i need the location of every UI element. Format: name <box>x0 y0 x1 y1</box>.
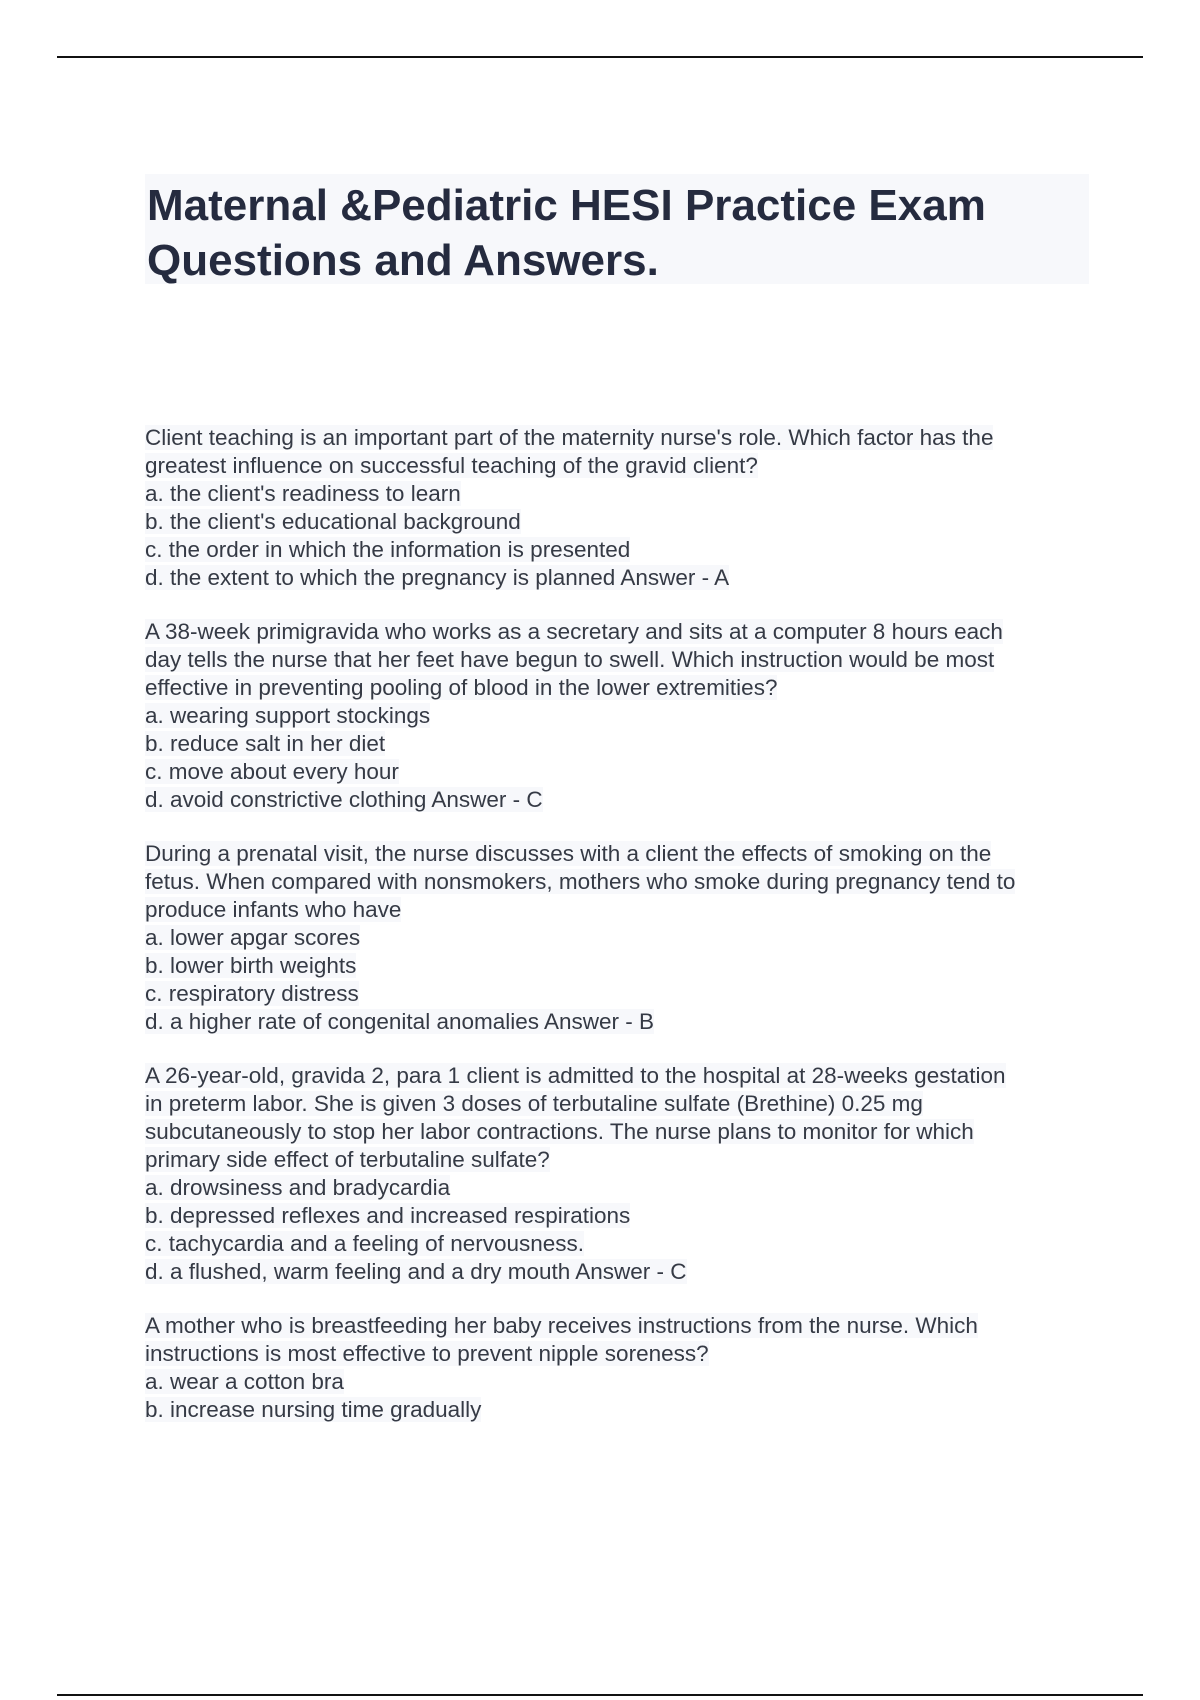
answer-option <box>145 1368 1095 1396</box>
answer-option <box>145 508 1095 536</box>
answer-option <box>145 536 1095 564</box>
answer-option-text: b. reduce salt in her diet <box>145 731 386 756</box>
answer-option-text: b. lower birth weights <box>145 953 357 978</box>
answer-option <box>145 786 1095 814</box>
question-stem-line <box>145 646 1095 674</box>
question-stem-line <box>145 840 1095 868</box>
answer-option-text: b. depressed reflexes and increased respirations <box>145 1203 631 1228</box>
title-block <box>145 174 1089 284</box>
answer-option-text: d. avoid constrictive clothing Answer - C <box>145 787 543 812</box>
answer-option <box>145 980 1095 1008</box>
answer-option-text: a. lower apgar scores <box>145 925 361 950</box>
question-stem-text: fetus. When compared with nonsmokers, mothers who smoke during pregnancy tend to <box>145 869 1016 894</box>
question-block <box>145 1062 1095 1286</box>
question-stem-text: day tells the nurse that her feet have begun to swell. Which instruction would be most <box>145 647 995 672</box>
question-stem-text: in preterm labor. She is given 3 doses of terbutaline sulfate (Brethine) 0.25 mg <box>145 1091 923 1116</box>
question-stem-text: A mother who is breastfeeding her baby receives instructions from the nurse. Which <box>145 1313 978 1338</box>
answer-option <box>145 952 1095 980</box>
question-stem-text: produce infants who have <box>145 897 402 922</box>
question-stem-text: primary side effect of terbutaline sulfate? <box>145 1147 550 1172</box>
answer-option <box>145 1396 1095 1424</box>
question-stem-line <box>145 896 1095 924</box>
answer-option-text: a. wearing support stockings <box>145 703 431 728</box>
answer-option <box>145 480 1095 508</box>
question-block <box>145 618 1095 814</box>
question-stem-line <box>145 868 1095 896</box>
question-stem-text: effective in preventing pooling of blood in the lower extremities? <box>145 675 778 700</box>
question-stem-line <box>145 1090 1095 1118</box>
question-stem-text: A 26-year-old, gravida 2, para 1 client is admitted to the hospital at 28-weeks gestation <box>145 1063 1006 1088</box>
answer-option-text: d. the extent to which the pregnancy is planned Answer - A <box>145 565 730 590</box>
answer-option-text: b. the client's educational background <box>145 509 521 534</box>
answer-option-text: b. increase nursing time gradually <box>145 1397 482 1422</box>
question-stem-line <box>145 1340 1095 1368</box>
document-title <box>145 174 1089 288</box>
answer-option <box>145 758 1095 786</box>
answer-option <box>145 730 1095 758</box>
question-stem-line <box>145 1118 1095 1146</box>
answer-option <box>145 702 1095 730</box>
question-stem-text: instructions is most effective to prevent nipple soreness? <box>145 1341 709 1366</box>
question-stem-text: A 38-week primigravida who works as a secretary and sits at a computer 8 hours each <box>145 619 1003 644</box>
question-stem-line <box>145 1312 1095 1340</box>
answer-option-text: c. move about every hour <box>145 759 399 784</box>
answer-option <box>145 1230 1095 1258</box>
bottom-rule <box>57 1694 1143 1696</box>
question-stem-line <box>145 424 1095 452</box>
answer-option-text: c. respiratory distress <box>145 981 359 1006</box>
answer-option <box>145 1174 1095 1202</box>
answer-option-text: a. drowsiness and bradycardia <box>145 1175 451 1200</box>
title-line-1: Maternal &Pediatric HESI Practice Exam <box>147 181 986 230</box>
question-stem-line <box>145 1146 1095 1174</box>
answer-option <box>145 1258 1095 1286</box>
answer-option <box>145 924 1095 952</box>
answer-option <box>145 1008 1095 1036</box>
question-list <box>145 424 1095 1450</box>
question-stem-line <box>145 618 1095 646</box>
answer-option <box>145 1202 1095 1230</box>
answer-option-text: c. the order in which the information is presented <box>145 537 631 562</box>
question-stem-line <box>145 674 1095 702</box>
question-stem-text: greatest influence on successful teaching of the gravid client? <box>145 453 758 478</box>
question-stem-line <box>145 1062 1095 1090</box>
answer-option-text: d. a flushed, warm feeling and a dry mouth Answer - C <box>145 1259 687 1284</box>
question-stem-text: Client teaching is an important part of the maternity nurse's role. Which factor has the <box>145 425 994 450</box>
top-rule <box>57 56 1143 58</box>
question-block <box>145 424 1095 592</box>
question-stem-text: subcutaneously to stop her labor contractions. The nurse plans to monitor for which <box>145 1119 974 1144</box>
title-line-2: Questions and Answers. <box>147 236 659 285</box>
question-stem-line <box>145 452 1095 480</box>
question-block <box>145 1312 1095 1424</box>
answer-option-text: d. a higher rate of congenital anomalies Answer - B <box>145 1009 655 1034</box>
question-stem-text: During a prenatal visit, the nurse discusses with a client the effects of smoking on the <box>145 841 992 866</box>
answer-option-text: a. wear a cotton bra <box>145 1369 344 1394</box>
question-block <box>145 840 1095 1036</box>
answer-option-text: a. the client's readiness to learn <box>145 481 461 506</box>
answer-option <box>145 564 1095 592</box>
answer-option-text: c. tachycardia and a feeling of nervousness. <box>145 1231 585 1256</box>
